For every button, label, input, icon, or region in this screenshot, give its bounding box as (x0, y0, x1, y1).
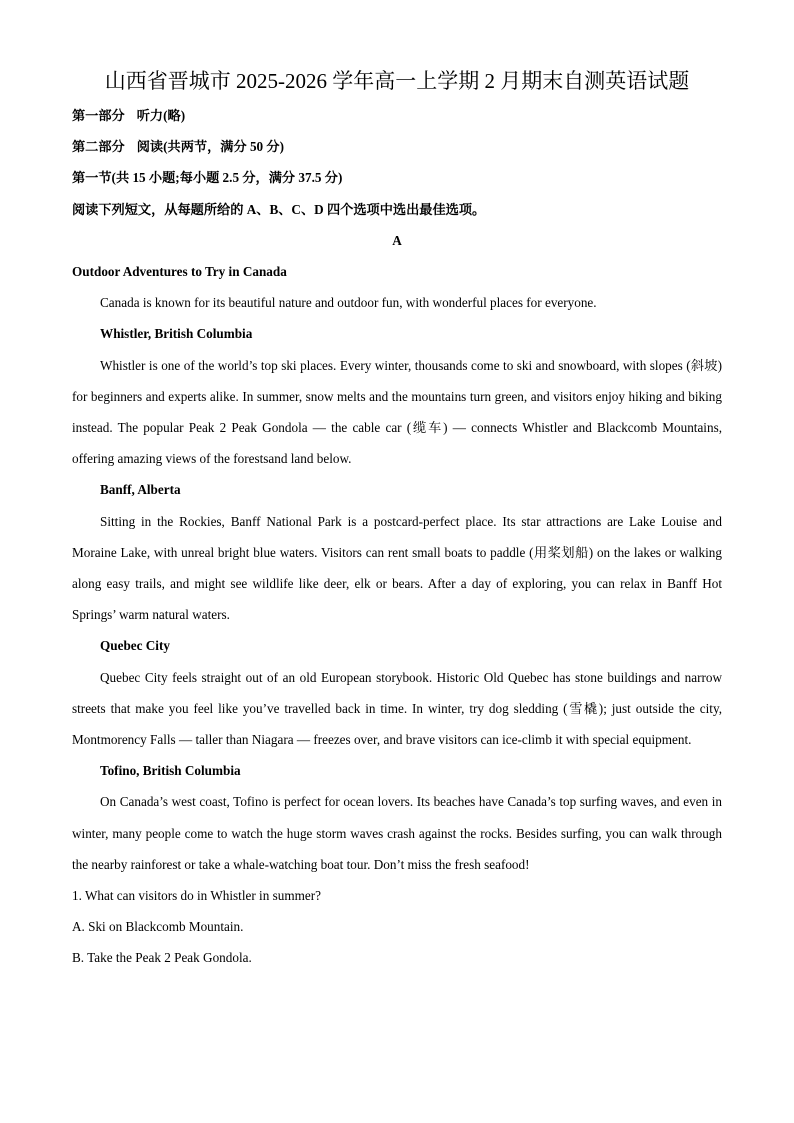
section-heading-quebec: Quebec City (100, 638, 170, 654)
part2-label: 第二部分 (72, 139, 125, 155)
question-1-option-a: A. Ski on Blackcomb Mountain. (72, 919, 244, 935)
section-text-quebec: Quebec City feels straight out of an old European storybook. Historic Old Quebec has stone buildings and narrow streets that make you feel like you’ve travelled back in time. In winter, try dog sledding (雪橇); just outside the city, Montmorency Falls — taller than Niagara — freezes over, and brave visitors can ice-climb it with special equipment. (72, 669, 722, 748)
part1-line (72, 100, 722, 131)
passage-intro: Canada is known for its beautiful nature and outdoor fun, with wonderful places for everyone. (100, 295, 597, 311)
section1-line: 第一节(共 15 小题;每小题 2.5 分，满分 37.5 分) (72, 170, 343, 186)
passage-label: A (392, 232, 402, 248)
part1-label: 第一部分 (72, 108, 125, 123)
part2-line (72, 131, 722, 162)
section-heading-banff: Banff, Alberta (100, 482, 181, 498)
question-1-option-b: B. Take the Peak 2 Peak Gondola. (72, 950, 252, 966)
section-text-tofino: On Canada’s west coast, Tofino is perfect for ocean lovers. Its beaches have Canada’s top surfing waves, and even in winter, many people come to watch the huge storm waves crash against the rocks. Besides surfing, you can walk through the nearby rainforest or take a whale-watching boat tour. Don’t miss the fresh seafood! (72, 794, 722, 872)
part1-text: 听力(略) (136, 108, 186, 123)
passage-heading: Outdoor Adventures to Try in Canada (72, 264, 287, 280)
section-text-banff: Sitting in the Rockies, Banff National Park is a postcard-perfect place. Its star attractions are Lake Louise and Moraine Lake, with unreal bright blue waters. Visitors can rent small boats to paddle (用桨划船) on the lakes or walking along easy trails, and might see wildlife like deer, elk or bears. After a day of exploring, you can relax in Banff Hot Springs’ warm natural waters. (72, 513, 722, 623)
section-heading-tofino: Tofino, British Columbia (100, 763, 241, 779)
instruction-line: 阅读下列短文，从每题所给的 A、B、C、D 四个选项中选出最佳选项。 (72, 201, 486, 217)
question-1: 1. What can visitors do in Whistler in summer? (72, 888, 321, 904)
exam-page (72, 66, 722, 974)
part2-text: 阅读(共两节，满分 50 分) (136, 139, 285, 155)
exam-title: 山西省晋城市 2025-2026 学年高一上学期 2 月期末自测英语试题 (104, 69, 690, 93)
section-heading-whistler: Whistler, British Columbia (100, 326, 253, 342)
section-text-whistler: Whistler is one of the world’s top ski places. Every winter, thousands come to ski and snowboard, with slopes (斜坡) for beginners and experts alike. In summer, snow melts and the mountains turn green, and visitors enjoy hiking and biking instead. The popular Peak 2 Peak Gondola — the cable car (缆车) — connects Whistler and Blackcomb Mountains, offering amazing views of the forestsand land below. (72, 357, 722, 467)
